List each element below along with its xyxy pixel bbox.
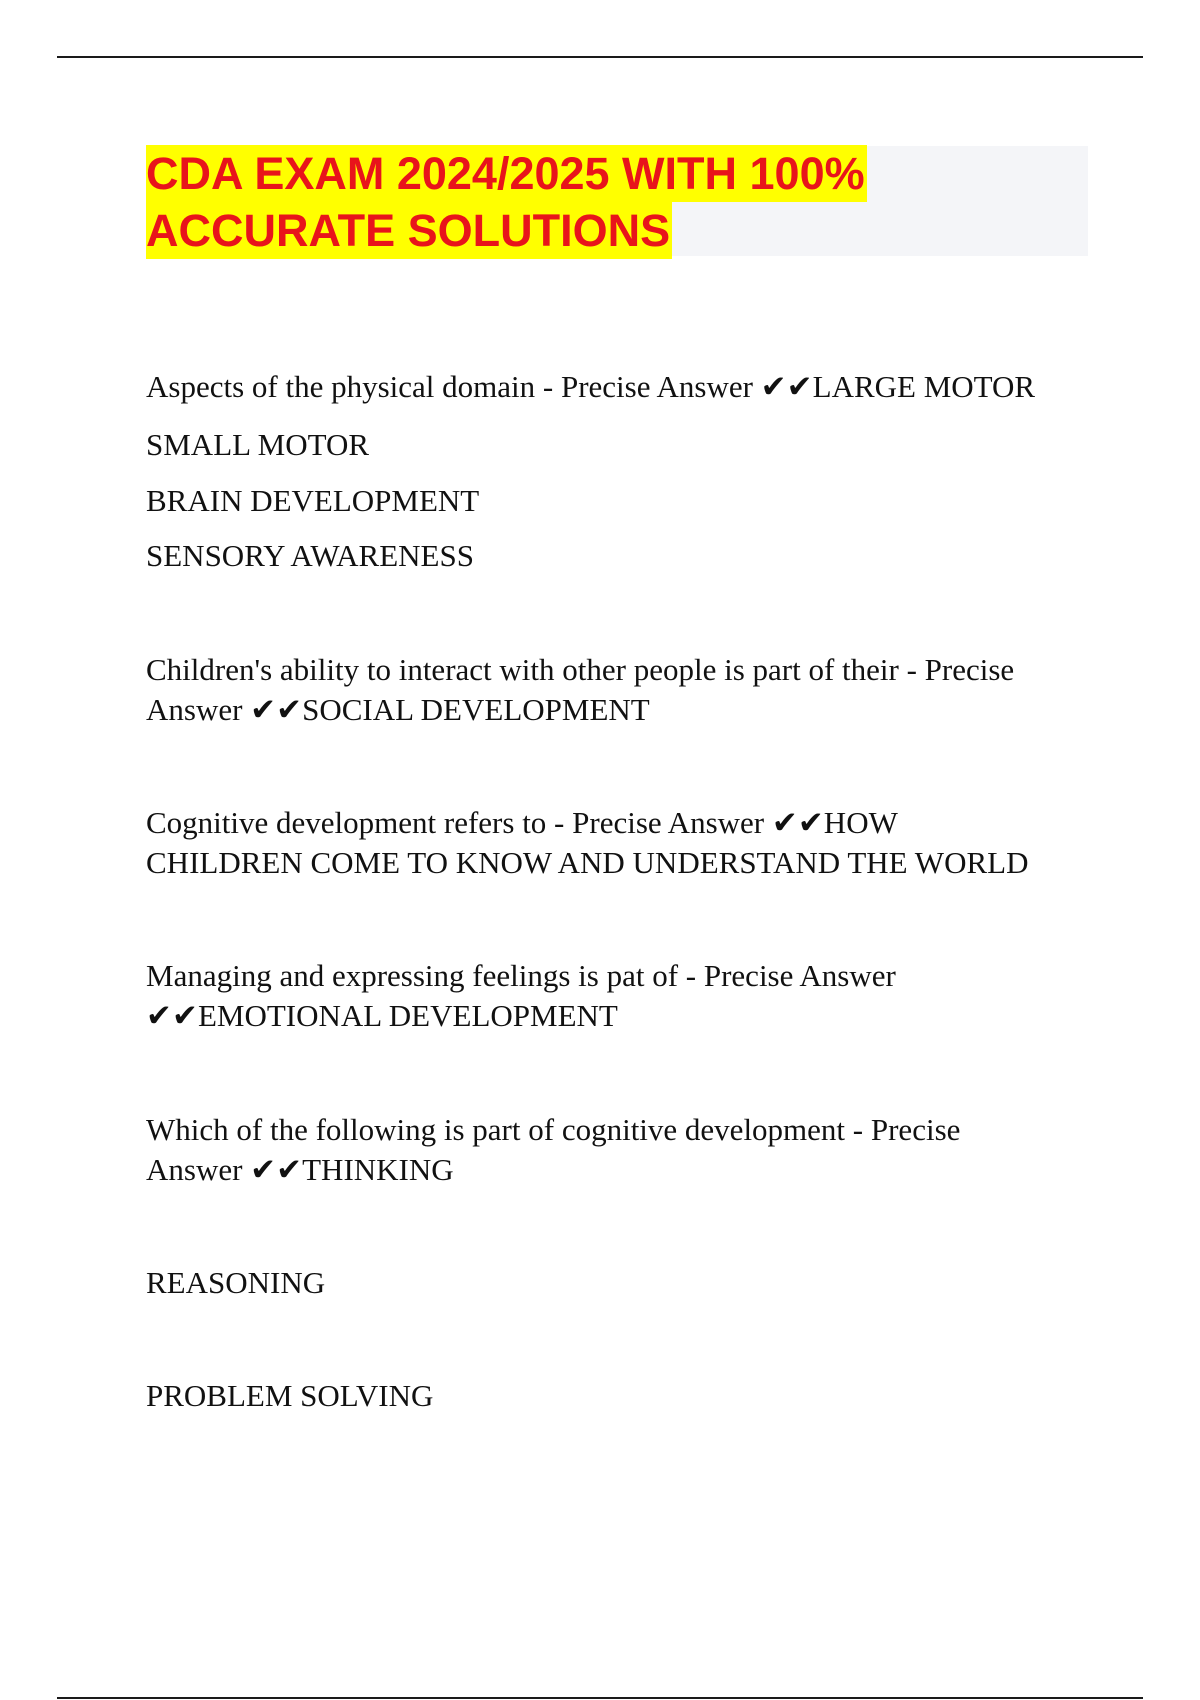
question-3-text: Cognitive development refers to - Precise Answer ✔✔HOW xyxy=(146,805,898,840)
bottom-rule xyxy=(57,1697,1143,1699)
top-rule xyxy=(57,56,1143,58)
question-1-text: Aspects of the physical domain - Precise Answer ✔✔LARGE MOTOR xyxy=(146,369,1036,404)
answer-5-item-problem-solving: PROBLEM SOLVING xyxy=(146,1378,434,1413)
document-title-line-1: CDA EXAM 2024/2025 WITH 100% xyxy=(146,145,867,202)
answer-1-item-brain-development: BRAIN DEVELOPMENT xyxy=(146,483,480,518)
question-4-text: Managing and expressing feelings is pat of - Precise Answer xyxy=(146,958,896,993)
document-title-line-2: ACCURATE SOLUTIONS xyxy=(146,202,672,259)
question-5-answer: Answer ✔✔THINKING xyxy=(146,1152,454,1187)
answer-5-item-reasoning: REASONING xyxy=(146,1265,326,1300)
answer-1-item-small-motor: SMALL MOTOR xyxy=(146,427,370,462)
question-2-answer: Answer ✔✔SOCIAL DEVELOPMENT xyxy=(146,692,650,727)
question-2-text: Children's ability to interact with other people is part of their - Precise xyxy=(146,652,1015,687)
question-4-answer: ✔✔EMOTIONAL DEVELOPMENT xyxy=(146,998,618,1033)
question-3-answer: CHILDREN COME TO KNOW AND UNDERSTAND THE WORLD xyxy=(146,845,1029,880)
question-5-text: Which of the following is part of cognitive development - Precise xyxy=(146,1112,961,1147)
answer-1-item-sensory-awareness: SENSORY AWARENESS xyxy=(146,538,474,573)
